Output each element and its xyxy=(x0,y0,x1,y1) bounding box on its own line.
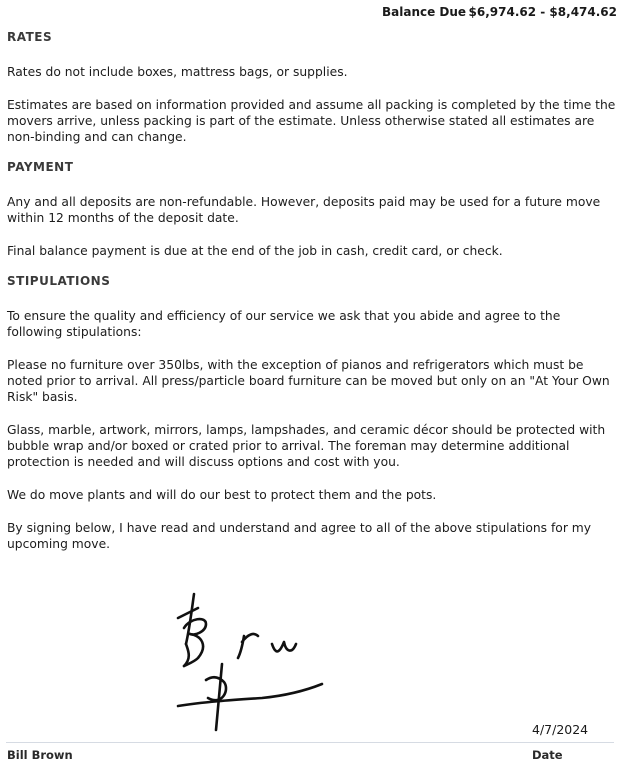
terms-content xyxy=(7,30,617,552)
payment-paragraph: Any and all deposits are non-refundable. However, deposits paid may be used for a future move within 12 months of the deposit date. xyxy=(7,195,601,225)
balance-due-row xyxy=(0,5,623,21)
stipulations-paragraph: We do move plants and will do our best to protect them and the pots. xyxy=(7,488,437,502)
signature-icon xyxy=(172,588,332,738)
stipulations-paragraph: Please no furniture over 350lbs, with the exception of pianos and refrigerators which must be noted prior to arrival. All press/particle board furniture can be moved but only on an "At Your Own Risk" basis. xyxy=(7,358,610,404)
stipulations-heading: STIPULATIONS xyxy=(7,274,111,288)
date-label: Date xyxy=(532,748,563,762)
rates-heading: RATES xyxy=(7,30,53,44)
signature-date-value: 4/7/2024 xyxy=(532,722,589,737)
balance-due-value: $6,974.62 - $8,474.62 xyxy=(468,5,617,19)
payment-paragraph: Final balance payment is due at the end of the job in cash, credit card, or check. xyxy=(7,244,503,258)
stipulations-paragraph: Glass, marble, artwork, mirrors, lamps, lampshades, and ceramic décor should be protected with bubble wrap and/or boxed or crated prior to arrival. The foreman may determine additional protection is needed and will discuss options and cost with you. xyxy=(7,423,606,469)
rates-paragraph: Rates do not include boxes, mattress bags, or supplies. xyxy=(7,65,348,79)
payment-heading: PAYMENT xyxy=(7,160,74,174)
balance-due-label: Balance Due xyxy=(382,5,467,19)
signature-line xyxy=(6,742,614,743)
stipulations-paragraph: To ensure the quality and efficiency of our service we ask that you abide and agree to the following stipulations: xyxy=(7,309,561,339)
signer-name: Bill Brown xyxy=(7,748,73,762)
rates-paragraph: Estimates are based on information provided and assume all packing is completed by the time the movers arrive, unless packing is part of the estimate. Unless otherwise stated all estimates are non-binding and can change. xyxy=(7,98,616,144)
stipulations-paragraph: By signing below, I have read and understand and agree to all of the above stipulations for my upcoming move. xyxy=(7,521,592,551)
